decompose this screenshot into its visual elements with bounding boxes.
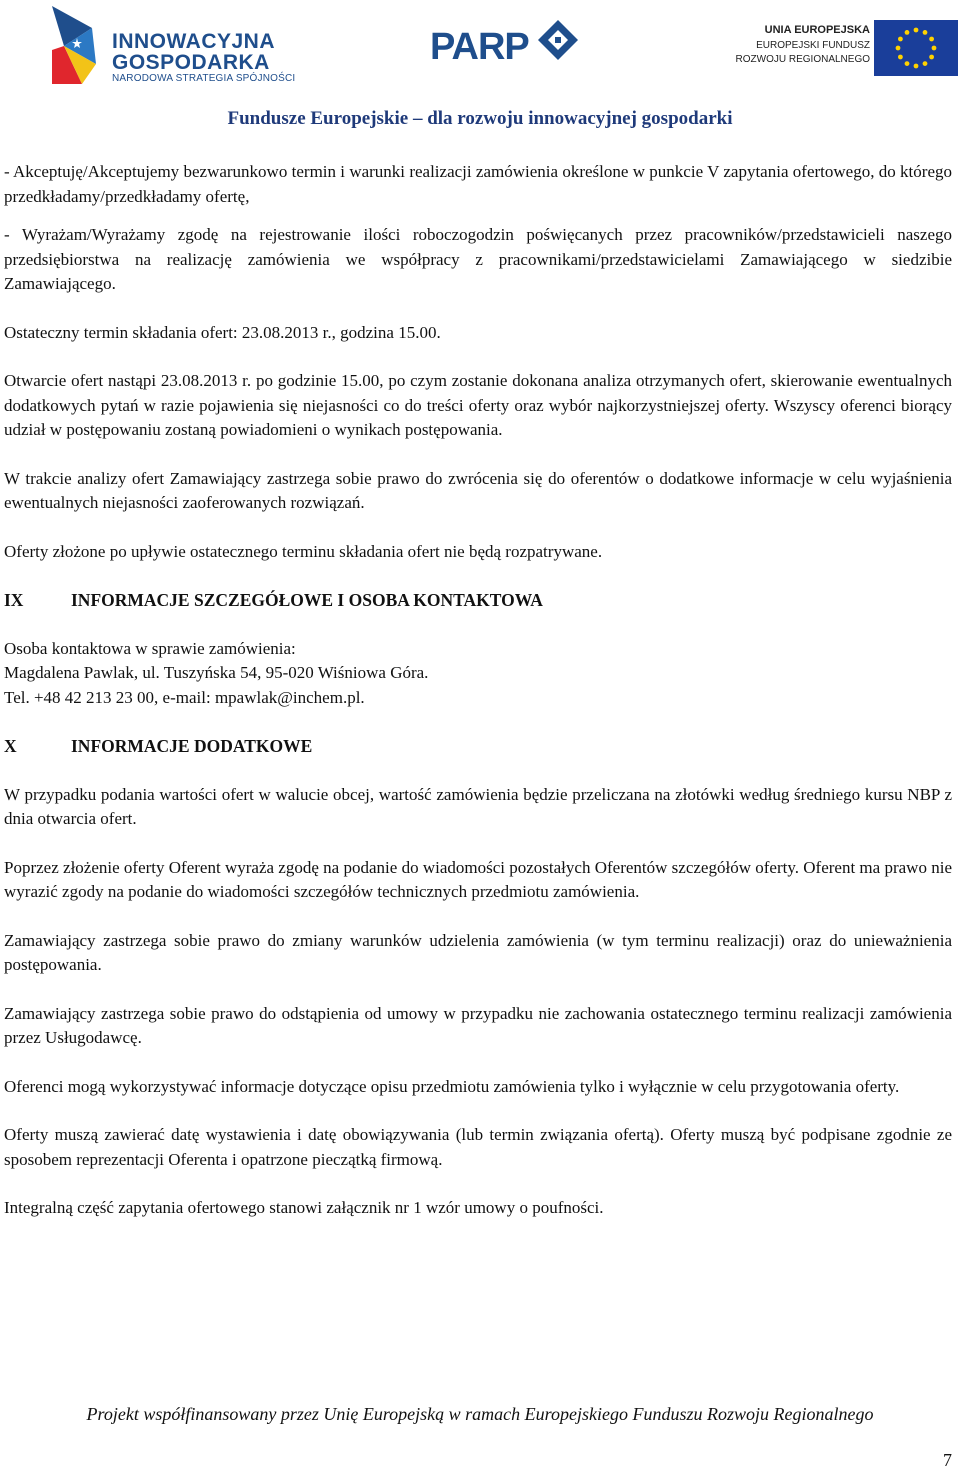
paragraph: Oferty muszą zawierać datę wystawienia i datę obowiązywania (lub termin związania ofertą). Oferty muszą być podpisane zgodnie ze sposobem reprezentacji Oferenta i opatrzone pieczątką firmową. [4, 1125, 952, 1169]
section-title: INFORMACJE DODATKOWE [71, 736, 313, 756]
paragraph: - Akceptuję/Akceptujemy bezwarunkowo termin i warunki realizacji zamówienia określone w punkcie V zapytania ofertowego, do którego przedkładamy/przedkładamy ofertę, [4, 162, 952, 206]
innowacyjna-gospodarka-logo [52, 6, 312, 84]
parp-text: PARP [430, 26, 529, 68]
eu-logo [735, 20, 960, 80]
eu-flag-icon [874, 20, 958, 76]
paragraph: Zamawiający zastrzega sobie prawo do zmiany warunków udzielenia zamówienia (w tym terminu realizacji) oraz do unieważnienia postępowania. [4, 930, 952, 974]
paragraph: - Wyrażam/Wyrażamy zgodę na rejestrowanie ilości roboczogodzin poświęcanych przez pracowników/przedstawicieli naszego przedsiębiorstwa na realizację zamówienia we współpracy z pracownikami/przedstawicielami Zamawiającego w siedzibie Zamawiającego. [4, 225, 952, 293]
section-number: X [4, 736, 17, 756]
paragraph: Poprzez złożenie oferty Oferent wyraża zgodę na podanie do wiadomości pozostałych Oferentów szczegółów oferty. Oferent ma prawo nie wyrazić zgody na podanie do wiadomości szczegółów technicznych przedmiotu zamówienia. [4, 857, 952, 901]
eu-line-2: EUROPEJSKI FUNDUSZ [756, 40, 870, 51]
paragraph: Otwarcie ofert nastąpi 23.08.2013 r. po godzinie 15.00, po czym zostanie dokonana analiza otrzymanych ofert, skierowanie ewentualnych dodatkowych pytań w razie pojawienia się niejasności co do treści oferty oraz wybór najkorzystniejszej oferty. Wszyscy oferenci biorący udział w postępowaniu zostaną powiadomieni o wynikach postępowania. [4, 371, 952, 439]
innowacyjna-flag-icon [52, 6, 104, 84]
paragraph: Zamawiający zastrzega sobie prawo do odstąpienia od umowy w przypadku nie zachowania ostatecznego terminu realizacji zamówienia przez Usługodawcę. [4, 1003, 952, 1047]
paragraph: Oferenci mogą wykorzystywać informacje dotyczące opisu przedmiotu zamówienia tylko i wyłącznie w celu przygotowania oferty. [4, 1076, 900, 1096]
page-number: 7 [943, 1450, 952, 1470]
section-title: INFORMACJE SZCZEGÓŁOWE I OSOBA KONTAKTOWA [71, 590, 543, 610]
paragraph: W trakcie analizy ofert Zamawiający zastrzega sobie prawo do zwrócenia się do oferentów o dodatkowe informacje w celu wyjaśnienia ewentualnych niejasności zaoferowanych rozwiązań. [4, 468, 952, 512]
section-ix-heading [4, 588, 952, 613]
section-number: IX [4, 590, 24, 610]
contact-line: Magdalena Pawlak, ul. Tuszyńska 54, 95-020 Wiśniowa Góra. [4, 663, 429, 682]
eu-line-1: UNIA EUROPEJSKA [764, 24, 870, 36]
parp-logo [430, 18, 580, 78]
strategia-text: NARODOWA STRATEGIA SPÓJNOŚCI [112, 73, 296, 84]
paragraph: Oferty złożone po upływie ostatecznego terminu składania ofert nie będą rozpatrywane. [4, 541, 603, 561]
logo-bar [0, 0, 960, 95]
eu-line-3: ROZWOJU REGIONALNEGO [735, 54, 870, 65]
header-title: Fundusze Europejskie – dla rozwoju innowacyjnej gospodarki [227, 108, 733, 129]
paragraph: Integralną część zapytania ofertowego stanowi załącznik nr 1 wzór umowy o poufności. [4, 1198, 604, 1217]
contact-line: Osoba kontaktowa w sprawie zamówienia: [4, 638, 296, 658]
section-x-heading [4, 734, 952, 759]
paragraph: Ostateczny termin składania ofert: 23.08.2013 r., godzina 15.00. [4, 322, 441, 342]
document-body [4, 160, 952, 1221]
paragraph: W przypadku podania wartości ofert w walucie obcej, wartość zamówienia będzie przeliczana na złotówki według średniego kursu NBP z dnia otwarcia ofert. [4, 784, 952, 828]
contact-line: Tel. +48 42 213 23 00, e-mail: mpawlak@inchem.pl. [4, 687, 365, 707]
footer: Projekt współfinansowany przez Unię Europejską w ramach Europejskiego Funduszu Rozwoju Regionalnego [86, 1404, 874, 1424]
gospodarka-text: GOSPODARKA [112, 51, 270, 74]
innowacyjna-text: INNOWACYJNA [112, 30, 276, 53]
parp-diamond-icon [536, 18, 580, 78]
